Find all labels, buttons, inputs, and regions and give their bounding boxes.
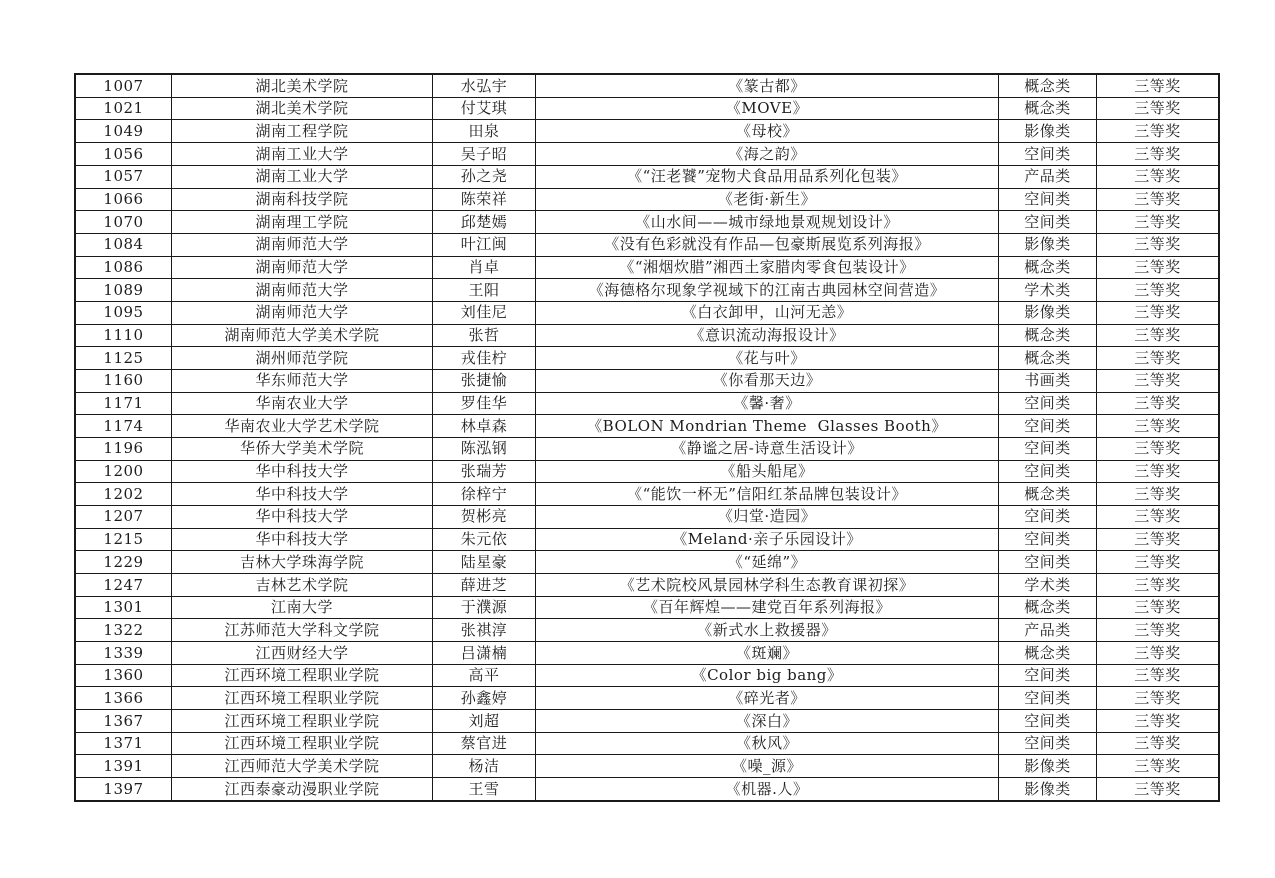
cell-category: 影像类 xyxy=(999,755,1097,778)
cell-award: 三等奖 xyxy=(1097,777,1220,801)
cell-work-title: 《海德格尔现象学视域下的江南古典园林空间营造》 xyxy=(536,279,999,302)
cell-author: 高平 xyxy=(433,664,536,687)
cell-entry-number: 1086 xyxy=(75,256,172,279)
table-row xyxy=(75,687,1219,710)
cell-entry-number: 1247 xyxy=(75,573,172,596)
cell-category: 概念类 xyxy=(999,596,1097,619)
cell-entry-number: 1397 xyxy=(75,777,172,801)
cell-award: 三等奖 xyxy=(1097,437,1220,460)
cell-award: 三等奖 xyxy=(1097,573,1220,596)
cell-work-title: 《秋风》 xyxy=(536,732,999,755)
cell-category: 空间类 xyxy=(999,732,1097,755)
table-row xyxy=(75,74,1219,97)
table-row xyxy=(75,256,1219,279)
cell-award: 三等奖 xyxy=(1097,505,1220,528)
cell-school: 湖南师范大学 xyxy=(172,233,433,256)
cell-category: 空间类 xyxy=(999,664,1097,687)
cell-work-title: 《机器.人》 xyxy=(536,777,999,801)
cell-work-title: 《斑斓》 xyxy=(536,641,999,664)
cell-work-title: 《老街·新生》 xyxy=(536,188,999,211)
cell-school: 华中科技大学 xyxy=(172,505,433,528)
cell-work-title: 《“能饮一杯无”信阳红茶品牌包装设计》 xyxy=(536,483,999,506)
cell-category: 空间类 xyxy=(999,415,1097,438)
cell-work-title: 《艺术院校风景园林学科生态教育课初探》 xyxy=(536,573,999,596)
cell-award: 三等奖 xyxy=(1097,120,1220,143)
cell-author: 孙之尧 xyxy=(433,165,536,188)
cell-work-title: 《母校》 xyxy=(536,120,999,143)
cell-category: 概念类 xyxy=(999,324,1097,347)
cell-entry-number: 1110 xyxy=(75,324,172,347)
cell-school: 华南农业大学 xyxy=(172,392,433,415)
table-row xyxy=(75,143,1219,166)
cell-school: 湖南师范大学 xyxy=(172,279,433,302)
cell-school: 湖北美术学院 xyxy=(172,74,433,97)
table-row xyxy=(75,460,1219,483)
table-row xyxy=(75,664,1219,687)
cell-category: 概念类 xyxy=(999,347,1097,370)
cell-school: 华东师范大学 xyxy=(172,369,433,392)
cell-award: 三等奖 xyxy=(1097,483,1220,506)
cell-category: 空间类 xyxy=(999,143,1097,166)
cell-school: 江西环境工程职业学院 xyxy=(172,664,433,687)
cell-entry-number: 1202 xyxy=(75,483,172,506)
cell-entry-number: 1057 xyxy=(75,165,172,188)
cell-work-title: 《“汪老饕”宠物犬食品用品系列化包装》 xyxy=(536,165,999,188)
cell-school: 华中科技大学 xyxy=(172,460,433,483)
cell-work-title: 《篆古都》 xyxy=(536,74,999,97)
cell-school: 湖南工业大学 xyxy=(172,143,433,166)
cell-work-title: 《静谧之居-诗意生活设计》 xyxy=(536,437,999,460)
table-row xyxy=(75,551,1219,574)
cell-category: 空间类 xyxy=(999,392,1097,415)
cell-category: 空间类 xyxy=(999,709,1097,732)
cell-author: 叶江闽 xyxy=(433,233,536,256)
table-row xyxy=(75,165,1219,188)
cell-category: 空间类 xyxy=(999,437,1097,460)
cell-category: 空间类 xyxy=(999,687,1097,710)
table-row xyxy=(75,120,1219,143)
cell-entry-number: 1339 xyxy=(75,641,172,664)
cell-entry-number: 1089 xyxy=(75,279,172,302)
cell-award: 三等奖 xyxy=(1097,732,1220,755)
cell-award: 三等奖 xyxy=(1097,415,1220,438)
cell-school: 江西财经大学 xyxy=(172,641,433,664)
award-table-body xyxy=(75,74,1219,801)
cell-school: 华中科技大学 xyxy=(172,528,433,551)
cell-category: 空间类 xyxy=(999,505,1097,528)
cell-school: 江西环境工程职业学院 xyxy=(172,732,433,755)
cell-work-title: 《Color big bang》 xyxy=(536,664,999,687)
cell-entry-number: 1196 xyxy=(75,437,172,460)
cell-school: 吉林艺术学院 xyxy=(172,573,433,596)
cell-author: 刘超 xyxy=(433,709,536,732)
cell-entry-number: 1215 xyxy=(75,528,172,551)
cell-work-title: 《归堂·造园》 xyxy=(536,505,999,528)
table-row xyxy=(75,709,1219,732)
cell-author: 杨洁 xyxy=(433,755,536,778)
cell-author: 水弘宇 xyxy=(433,74,536,97)
cell-work-title: 《新式水上救援器》 xyxy=(536,619,999,642)
table-row xyxy=(75,641,1219,664)
cell-entry-number: 1367 xyxy=(75,709,172,732)
cell-award: 三等奖 xyxy=(1097,755,1220,778)
cell-work-title: 《噪_源》 xyxy=(536,755,999,778)
cell-author: 张瑞芳 xyxy=(433,460,536,483)
table-row xyxy=(75,777,1219,801)
cell-award: 三等奖 xyxy=(1097,596,1220,619)
cell-school: 华中科技大学 xyxy=(172,483,433,506)
cell-category: 影像类 xyxy=(999,120,1097,143)
cell-entry-number: 1391 xyxy=(75,755,172,778)
cell-entry-number: 1322 xyxy=(75,619,172,642)
cell-entry-number: 1171 xyxy=(75,392,172,415)
cell-entry-number: 1056 xyxy=(75,143,172,166)
cell-award: 三等奖 xyxy=(1097,74,1220,97)
table-row xyxy=(75,596,1219,619)
cell-award: 三等奖 xyxy=(1097,301,1220,324)
table-row xyxy=(75,437,1219,460)
cell-entry-number: 1200 xyxy=(75,460,172,483)
cell-award: 三等奖 xyxy=(1097,188,1220,211)
cell-school: 江西师范大学美术学院 xyxy=(172,755,433,778)
table-row xyxy=(75,392,1219,415)
table-row xyxy=(75,188,1219,211)
cell-work-title: 《花与叶》 xyxy=(536,347,999,370)
cell-entry-number: 1360 xyxy=(75,664,172,687)
cell-school: 湖南师范大学 xyxy=(172,256,433,279)
cell-work-title: 《白衣卸甲，山河无恙》 xyxy=(536,301,999,324)
cell-author: 贺彬亮 xyxy=(433,505,536,528)
cell-school: 湖北美术学院 xyxy=(172,97,433,120)
cell-category: 空间类 xyxy=(999,551,1097,574)
cell-award: 三等奖 xyxy=(1097,528,1220,551)
cell-category: 概念类 xyxy=(999,483,1097,506)
cell-award: 三等奖 xyxy=(1097,279,1220,302)
cell-award: 三等奖 xyxy=(1097,709,1220,732)
cell-award: 三等奖 xyxy=(1097,369,1220,392)
cell-award: 三等奖 xyxy=(1097,211,1220,234)
cell-school: 江南大学 xyxy=(172,596,433,619)
award-table xyxy=(74,73,1220,802)
table-row xyxy=(75,279,1219,302)
cell-author: 罗佳华 xyxy=(433,392,536,415)
table-row xyxy=(75,619,1219,642)
cell-award: 三等奖 xyxy=(1097,664,1220,687)
cell-category: 影像类 xyxy=(999,301,1097,324)
table-row xyxy=(75,755,1219,778)
cell-school: 湖州师范学院 xyxy=(172,347,433,370)
cell-category: 产品类 xyxy=(999,619,1097,642)
cell-school: 湖南理工学院 xyxy=(172,211,433,234)
cell-award: 三等奖 xyxy=(1097,347,1220,370)
cell-school: 江西环境工程职业学院 xyxy=(172,687,433,710)
cell-work-title: 《百年辉煌——建党百年系列海报》 xyxy=(536,596,999,619)
cell-entry-number: 1070 xyxy=(75,211,172,234)
cell-work-title: 《“湘烟炊腊”湘西土家腊肉零食包装设计》 xyxy=(536,256,999,279)
cell-category: 学术类 xyxy=(999,279,1097,302)
cell-school: 湖南工业大学 xyxy=(172,165,433,188)
cell-author: 王阳 xyxy=(433,279,536,302)
cell-entry-number: 1301 xyxy=(75,596,172,619)
cell-school: 江苏师范大学科文学院 xyxy=(172,619,433,642)
cell-entry-number: 1229 xyxy=(75,551,172,574)
cell-entry-number: 1095 xyxy=(75,301,172,324)
cell-school: 江西泰豪动漫职业学院 xyxy=(172,777,433,801)
cell-author: 戎佳柠 xyxy=(433,347,536,370)
cell-award: 三等奖 xyxy=(1097,233,1220,256)
cell-category: 概念类 xyxy=(999,97,1097,120)
cell-work-title: 《BOLON Mondrian Theme Glasses Booth》 xyxy=(536,415,999,438)
cell-entry-number: 1084 xyxy=(75,233,172,256)
cell-entry-number: 1007 xyxy=(75,74,172,97)
cell-award: 三等奖 xyxy=(1097,641,1220,664)
cell-category: 空间类 xyxy=(999,188,1097,211)
cell-category: 概念类 xyxy=(999,641,1097,664)
cell-author: 张哲 xyxy=(433,324,536,347)
cell-award: 三等奖 xyxy=(1097,97,1220,120)
table-row xyxy=(75,301,1219,324)
cell-school: 湖南工程学院 xyxy=(172,120,433,143)
cell-work-title: 《碎光者》 xyxy=(536,687,999,710)
cell-work-title: 《没有色彩就没有作品—包豪斯展览系列海报》 xyxy=(536,233,999,256)
cell-work-title: 《MOVE》 xyxy=(536,97,999,120)
cell-category: 空间类 xyxy=(999,528,1097,551)
cell-author: 吴子昭 xyxy=(433,143,536,166)
table-row xyxy=(75,324,1219,347)
cell-author: 付艾琪 xyxy=(433,97,536,120)
cell-author: 张捷愉 xyxy=(433,369,536,392)
cell-school: 华南农业大学艺术学院 xyxy=(172,415,433,438)
table-row xyxy=(75,505,1219,528)
table-row xyxy=(75,369,1219,392)
cell-entry-number: 1371 xyxy=(75,732,172,755)
cell-work-title: 《船头船尾》 xyxy=(536,460,999,483)
cell-category: 概念类 xyxy=(999,256,1097,279)
cell-entry-number: 1174 xyxy=(75,415,172,438)
cell-entry-number: 1160 xyxy=(75,369,172,392)
cell-category: 影像类 xyxy=(999,777,1097,801)
cell-author: 陈荣祥 xyxy=(433,188,536,211)
cell-author: 陆星豪 xyxy=(433,551,536,574)
cell-work-title: 《海之韵》 xyxy=(536,143,999,166)
cell-category: 空间类 xyxy=(999,211,1097,234)
cell-award: 三等奖 xyxy=(1097,165,1220,188)
cell-author: 林卓森 xyxy=(433,415,536,438)
cell-award: 三等奖 xyxy=(1097,392,1220,415)
cell-work-title: 《Meland·亲子乐园设计》 xyxy=(536,528,999,551)
table-row xyxy=(75,415,1219,438)
cell-work-title: 《深白》 xyxy=(536,709,999,732)
cell-entry-number: 1366 xyxy=(75,687,172,710)
cell-author: 刘佳尼 xyxy=(433,301,536,324)
cell-award: 三等奖 xyxy=(1097,324,1220,347)
cell-author: 孙鑫婷 xyxy=(433,687,536,710)
cell-work-title: 《馨·奢》 xyxy=(536,392,999,415)
cell-award: 三等奖 xyxy=(1097,687,1220,710)
cell-entry-number: 1207 xyxy=(75,505,172,528)
cell-work-title: 《意识流动海报设计》 xyxy=(536,324,999,347)
cell-school: 湖南师范大学美术学院 xyxy=(172,324,433,347)
table-row xyxy=(75,528,1219,551)
cell-author: 张祺淳 xyxy=(433,619,536,642)
cell-work-title: 《山水间——城市绿地景观规划设计》 xyxy=(536,211,999,234)
cell-author: 邱楚嫣 xyxy=(433,211,536,234)
cell-work-title: 《你看那天边》 xyxy=(536,369,999,392)
cell-entry-number: 1049 xyxy=(75,120,172,143)
cell-entry-number: 1066 xyxy=(75,188,172,211)
cell-category: 概念类 xyxy=(999,74,1097,97)
cell-award: 三等奖 xyxy=(1097,143,1220,166)
cell-category: 学术类 xyxy=(999,573,1097,596)
cell-category: 影像类 xyxy=(999,233,1097,256)
cell-author: 王雪 xyxy=(433,777,536,801)
cell-author: 田泉 xyxy=(433,120,536,143)
cell-author: 于濮源 xyxy=(433,596,536,619)
cell-work-title: 《“延绵”》 xyxy=(536,551,999,574)
table-row xyxy=(75,347,1219,370)
table-row xyxy=(75,233,1219,256)
table-row xyxy=(75,483,1219,506)
table-row xyxy=(75,573,1219,596)
cell-award: 三等奖 xyxy=(1097,460,1220,483)
cell-award: 三等奖 xyxy=(1097,256,1220,279)
cell-author: 陈泓钢 xyxy=(433,437,536,460)
cell-school: 湖南科技学院 xyxy=(172,188,433,211)
table-row xyxy=(75,211,1219,234)
cell-author: 肖卓 xyxy=(433,256,536,279)
cell-author: 朱元依 xyxy=(433,528,536,551)
cell-category: 空间类 xyxy=(999,460,1097,483)
table-row xyxy=(75,732,1219,755)
cell-school: 吉林大学珠海学院 xyxy=(172,551,433,574)
cell-school: 江西环境工程职业学院 xyxy=(172,709,433,732)
table-row xyxy=(75,97,1219,120)
cell-category: 产品类 xyxy=(999,165,1097,188)
cell-school: 湖南师范大学 xyxy=(172,301,433,324)
cell-school: 华侨大学美术学院 xyxy=(172,437,433,460)
cell-entry-number: 1125 xyxy=(75,347,172,370)
cell-category: 书画类 xyxy=(999,369,1097,392)
cell-author: 薛进芝 xyxy=(433,573,536,596)
cell-entry-number: 1021 xyxy=(75,97,172,120)
cell-award: 三等奖 xyxy=(1097,619,1220,642)
cell-author: 吕潇楠 xyxy=(433,641,536,664)
cell-author: 徐梓宁 xyxy=(433,483,536,506)
cell-author: 蔡官进 xyxy=(433,732,536,755)
cell-award: 三等奖 xyxy=(1097,551,1220,574)
